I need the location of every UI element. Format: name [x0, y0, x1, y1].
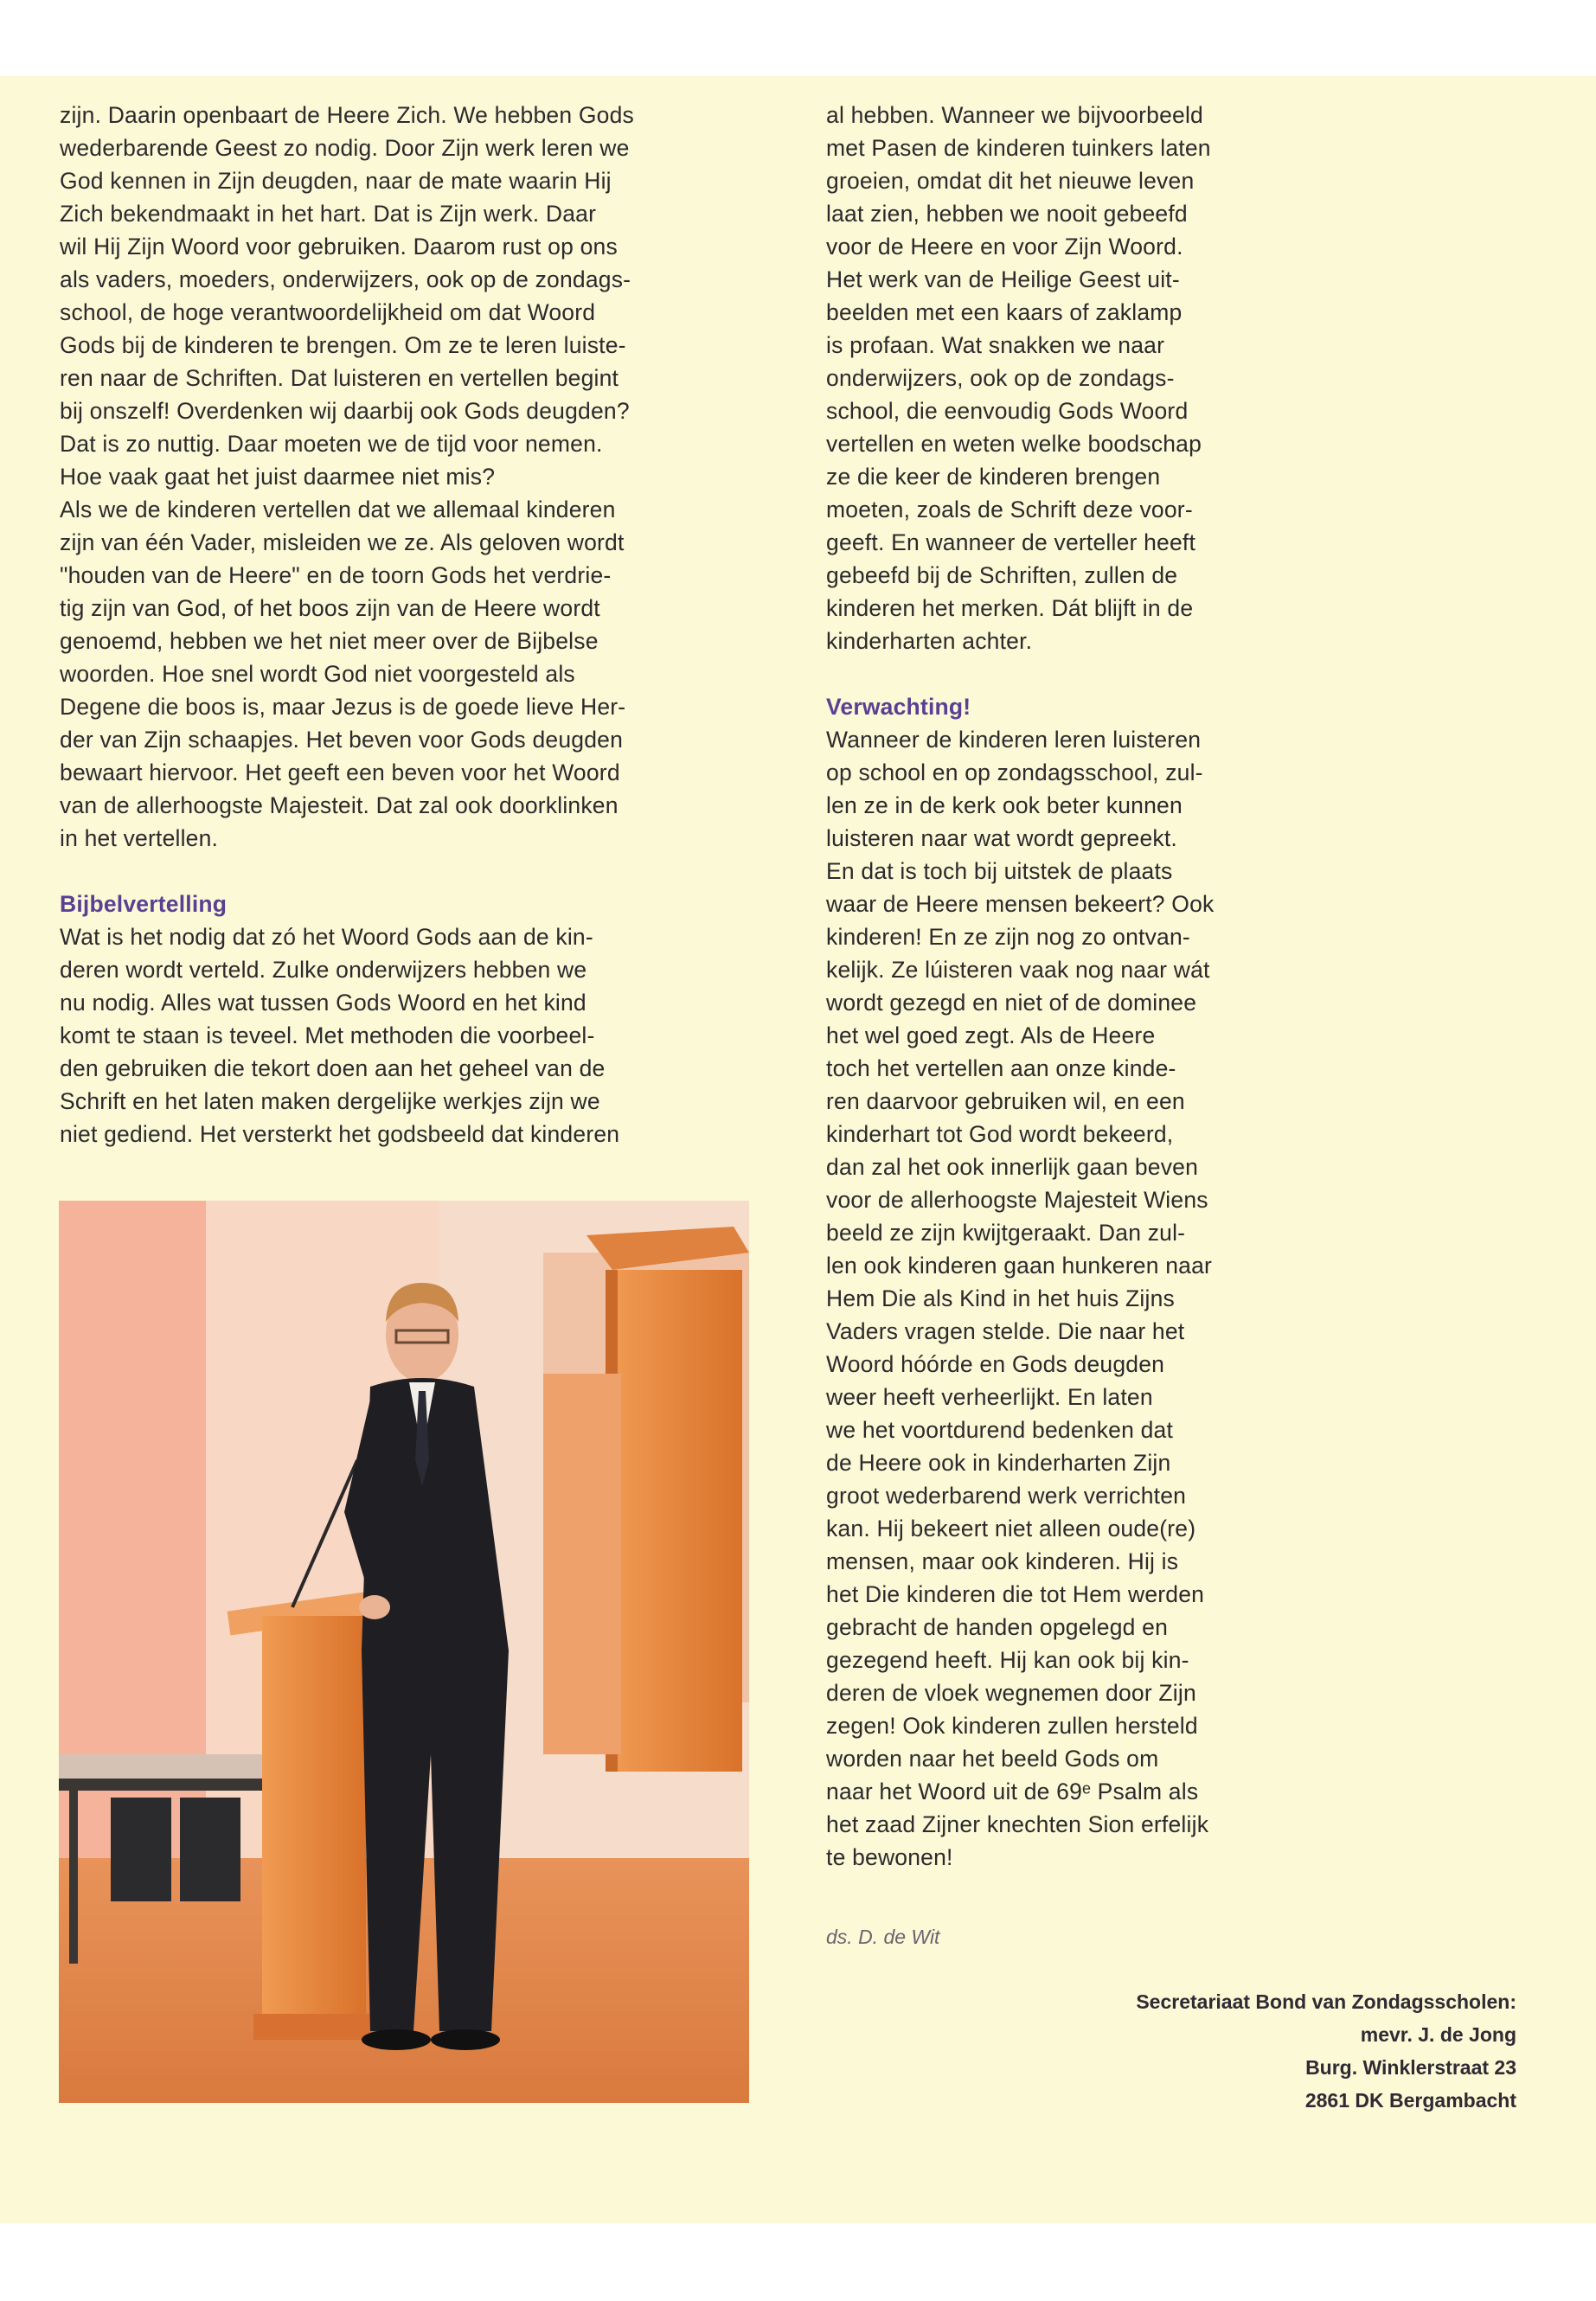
text-line: Zich bekendmaakt in het hart. Dat is Zijn werk. Daar [60, 201, 597, 227]
text-line: naar het Woord uit de 69ᵉ Psalm als [826, 1779, 1199, 1804]
right-paragraph-2 [826, 723, 1293, 1874]
text-line: school, die eenvoudig Gods Woord [826, 398, 1189, 424]
text-line: zegen! Ook kinderen zullen hersteld [826, 1713, 1198, 1739]
address-line: Burg. Winklerstraat 23 [1305, 2056, 1516, 2079]
text-line: kinderen het merken. Dát blijft in de [826, 595, 1194, 621]
text-line: Vaders vragen stelde. Die naar het [826, 1318, 1185, 1344]
text-line: zijn van één Vader, misleiden we ze. Als geloven wordt [60, 529, 625, 555]
address-line: 2861 DK Bergambacht [1304, 2089, 1516, 2112]
text-line: de Heere ook in kinderharten Zijn [826, 1450, 1171, 1476]
left-column [60, 99, 752, 1150]
text-line: is profaan. Wat snakken we naar [826, 332, 1165, 358]
text-line: wederbarende Geest zo nodig. Door Zijn werk leren we [60, 135, 630, 161]
text-line: groot wederbarend werk verrichten [826, 1483, 1187, 1509]
text-line: deren wordt verteld. Zulke onderwijzers hebben we [60, 957, 587, 983]
address-line: Secretariaat Bond van Zondagsscholen: [1136, 1990, 1516, 2013]
text-line: voor de allerhoogste Majesteit Wiens [826, 1187, 1208, 1213]
text-line: met Pasen de kinderen tuinkers laten [826, 135, 1211, 161]
right-paragraph-1 [826, 99, 1293, 657]
text-line: zijn. Daarin openbaart de Heere Zich. We hebben Gods [60, 102, 634, 128]
text-line: gebeefd bij de Schriften, zullen de [826, 562, 1178, 588]
text-line: den gebruiken die tekort doen aan het geheel van de [60, 1055, 606, 1081]
right-column [826, 99, 1293, 1874]
text-line: laat zien, hebben we nooit gebeefd [826, 201, 1188, 227]
section-heading-verwachting: Verwachting! [826, 694, 971, 720]
text-line: waar de Heere mensen bekeert? Ook [826, 891, 1215, 917]
text-line: het Die kinderen die tot Hem werden [826, 1581, 1205, 1607]
text-line: len ze in de kerk ook beter kunnen [826, 792, 1183, 818]
text-line: Wat is het nodig dat zó het Woord Gods aan de kin- [60, 924, 593, 950]
text-line: vertellen en weten welke boodschap [826, 431, 1202, 457]
text-line: ren daarvoor gebruiken wil, en een [826, 1088, 1185, 1114]
text-line: ren naar de Schriften. Dat luisteren en vertellen begint [60, 365, 619, 391]
text-line: op school en op zondagsschool, zul- [826, 760, 1203, 785]
text-line: beelden met een kaars of zaklamp [826, 299, 1183, 325]
text-line: het wel goed zegt. Als de Heere [826, 1022, 1156, 1048]
text-line: kinderhart tot God wordt bekeerd, [826, 1121, 1174, 1147]
text-line: voor de Heere en voor Zijn Woord. [826, 234, 1183, 260]
text-line: Dat is zo nuttig. Daar moeten we de tijd voor nemen. [60, 431, 603, 457]
text-line: woorden. Hoe snel wordt God niet voorgesteld als [60, 661, 575, 687]
text-line: kinderharten achter. [826, 628, 1033, 654]
text-line: in het vertellen. [60, 825, 219, 851]
text-line: we het voortdurend bedenken dat [826, 1417, 1174, 1443]
contact-address [997, 1985, 1516, 2117]
text-line: bewaart hiervoor. Het geeft een beven voor het Woord [60, 760, 620, 785]
text-line: Woord hóórde en Gods deugden [826, 1351, 1165, 1377]
text-line: len ook kinderen gaan hunkeren naar [826, 1253, 1213, 1279]
author-signature: ds. D. de Wit [826, 1926, 940, 1948]
text-line: gebracht de handen opgelegd en [826, 1614, 1169, 1640]
text-line: bij onszelf! Overdenken wij daarbij ook Gods deugden? [60, 398, 630, 424]
paragraph-spacer [826, 657, 1293, 690]
text-line: tig zijn van God, of het boos zijn van de Heere wordt [60, 595, 600, 621]
text-line: nu nodig. Alles wat tussen Gods Woord en het kind [60, 990, 586, 1016]
text-line: wil Hij Zijn Woord voor gebruiken. Daarom rust op ons [60, 234, 618, 260]
text-line: groeien, omdat dit het nieuwe leven [826, 168, 1195, 194]
text-line: "houden van de Heere" en de toorn Gods het verdrie- [60, 562, 612, 588]
text-line: kelijk. Ze lúisteren vaak nog naar wát [826, 957, 1210, 983]
text-line: ze die keer de kinderen brengen [826, 464, 1161, 490]
text-line: gezegend heeft. Hij kan ook bij kin- [826, 1647, 1189, 1673]
text-line: Schrift en het laten maken dergelijke werkjes zijn we [60, 1088, 600, 1114]
text-line: al hebben. Wanneer we bijvoorbeeld [826, 102, 1203, 128]
section-heading-bijbelvertelling: Bijbelvertelling [60, 891, 228, 917]
text-line: beeld ze zijn kwijtgeraakt. Dan zul- [826, 1220, 1186, 1246]
text-line: niet gediend. Het versterkt het godsbeeld dat kinderen [60, 1121, 620, 1147]
text-line: Hoe vaak gaat het juist daarmee niet mis? [60, 464, 496, 490]
text-line: Wanneer de kinderen leren luisteren [826, 727, 1202, 753]
text-line: deren de vloek wegnemen door Zijn [826, 1680, 1196, 1706]
text-line: genoemd, hebben we het niet meer over de Bijbelse [60, 628, 599, 654]
text-line: school, de hoge verantwoordelijkheid om dat Woord [60, 299, 596, 325]
text-line: Als we de kinderen vertellen dat we allemaal kinderen [60, 497, 616, 522]
text-line: als vaders, moeders, onderwijzers, ook op de zondags- [60, 266, 631, 292]
left-paragraph-2 [60, 920, 752, 1150]
text-line: te bewonen! [826, 1844, 953, 1870]
text-line: het zaad Zijner knechten Sion erfelijk [826, 1811, 1209, 1837]
text-line: Gods bij de kinderen te brengen. Om ze te leren luiste- [60, 332, 626, 358]
text-line: moeten, zoals de Schrift deze voor- [826, 497, 1193, 522]
text-line: Het werk van de Heilige Geest uit- [826, 266, 1180, 292]
text-line: toch het vertellen aan onze kinde- [826, 1055, 1176, 1081]
text-line: worden naar het beeld Gods om [826, 1746, 1159, 1772]
text-line: wordt gezegd en niet of de dominee [826, 990, 1197, 1016]
text-line: weer heeft verheerlijkt. En laten [826, 1384, 1153, 1410]
text-line: kinderen! En ze zijn nog zo ontvan- [826, 924, 1190, 950]
text-line: geeft. En wanneer de verteller heeft [826, 529, 1196, 555]
text-line: komt te staan is teveel. Met methoden die voorbeel- [60, 1022, 595, 1048]
text-line: luisteren naar wat wordt gepreekt. [826, 825, 1177, 851]
text-line: onderwijzers, ook op de zondags- [826, 365, 1175, 391]
address-line: mevr. J. de Jong [1360, 2023, 1516, 2046]
speaker-at-lectern-illustration [59, 1201, 749, 2103]
speaker-photo [59, 1201, 749, 2103]
text-line: kan. Hij bekeert niet alleen oude(re) [826, 1516, 1196, 1541]
text-line: Hem Die als Kind in het huis Zijns [826, 1285, 1175, 1311]
text-line: der van Zijn schaapjes. Het beven voor Gods deugden [60, 727, 624, 753]
text-line: van de allerhoogste Majesteit. Dat zal ook doorklinken [60, 792, 619, 818]
left-paragraph-1 [60, 99, 752, 855]
text-line: dan zal het ook innerlijk gaan beven [826, 1154, 1199, 1180]
text-line: God kennen in Zijn deugden, naar de mate waarin Hij [60, 168, 612, 194]
text-line: mensen, maar ook kinderen. Hij is [826, 1548, 1179, 1574]
text-line: En dat is toch bij uitstek de plaats [826, 858, 1173, 884]
text-line: Degene die boos is, maar Jezus is de goede lieve Her- [60, 694, 626, 720]
paragraph-spacer [60, 855, 752, 888]
